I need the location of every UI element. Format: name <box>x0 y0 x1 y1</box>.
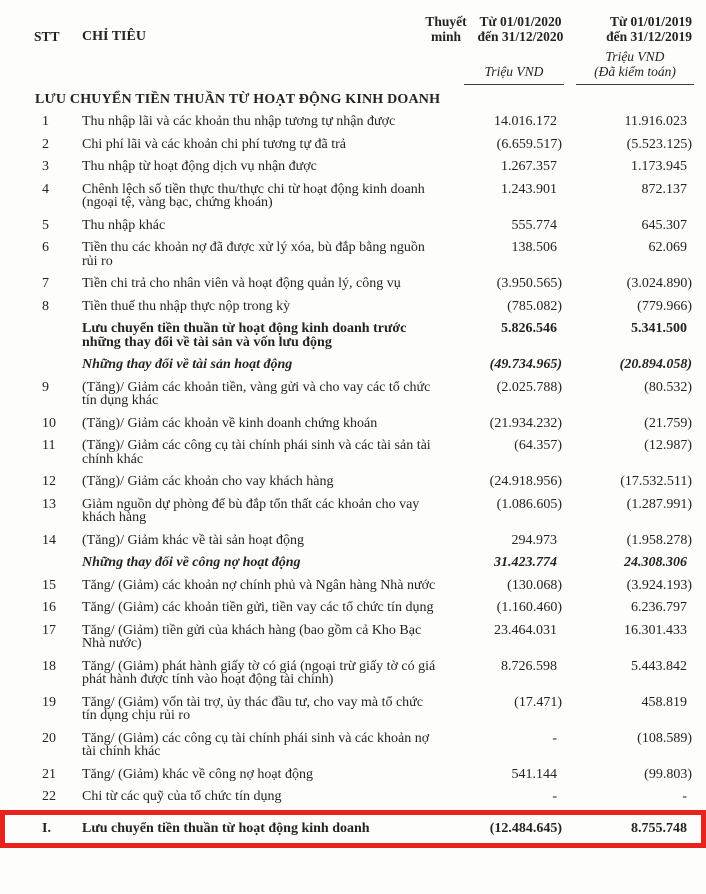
column-header-period-2019 <box>564 0 694 44</box>
row-number: 14 <box>42 532 56 548</box>
value-2019 <box>564 552 694 575</box>
column-header-row <box>30 0 694 44</box>
unit-row <box>30 44 694 85</box>
value-2020 <box>477 354 564 377</box>
value-2020-text: (130.068) <box>507 577 562 593</box>
value-2019-text: (99.803) <box>644 766 692 782</box>
row-number: 21 <box>42 766 56 782</box>
row-number: 11 <box>42 438 56 453</box>
table-row <box>30 691 694 727</box>
value-2019 <box>564 214 694 237</box>
value-2020-text: (49.734.965) <box>489 357 562 372</box>
table-row <box>30 156 694 179</box>
table-row <box>30 574 694 597</box>
row-label: Giảm nguồn dự phòng để bù đắp tổn thất các khoản cho vay khách hàng <box>82 496 420 525</box>
row-number: 17 <box>42 622 56 638</box>
value-2019-text: (17.532.511) <box>620 474 692 489</box>
period-2020-line2: đến 31/12/2020 <box>477 29 564 44</box>
row-label: Tiền thuế thu nhập thực nộp trong kỳ <box>82 298 291 314</box>
table-row <box>30 619 694 655</box>
value-2020 <box>477 691 564 727</box>
column-header-period-2020 <box>477 0 564 44</box>
value-2020 <box>477 763 564 786</box>
table-row <box>30 786 694 809</box>
value-2020 <box>477 412 564 435</box>
value-2020 <box>477 529 564 552</box>
table-row <box>30 214 694 237</box>
row-label: Những thay đổi về công nợ hoạt động <box>82 555 301 570</box>
value-2020-text: 5.826.546 <box>501 321 557 336</box>
unit-cell-2019 <box>564 44 694 85</box>
row-number: 7 <box>42 276 49 291</box>
value-2020 <box>477 574 564 597</box>
value-2020-text: (3.950.565) <box>496 276 562 291</box>
unit-row-spacer <box>30 44 415 85</box>
table-row <box>30 435 694 471</box>
value-2020-text: - <box>552 730 557 746</box>
period-2019-line1: Từ 01/01/2019 <box>610 14 692 29</box>
row-number: 19 <box>42 694 56 710</box>
unit-2019-line2: (Đã kiểm toán) <box>594 63 676 79</box>
value-2020 <box>477 493 564 529</box>
value-2019 <box>564 529 694 552</box>
value-2020 <box>477 786 564 809</box>
row-label: Tăng/ (Giảm) các công cụ tài chính phái sinh và các khoản nợ tài chính khác <box>82 730 430 759</box>
column-header-thuyet-minh <box>415 0 477 44</box>
value-2020-text: 1.267.357 <box>501 159 557 174</box>
value-2019-text: (1.287.991) <box>626 496 692 512</box>
row-number: 6 <box>42 240 49 255</box>
table-row <box>30 178 694 214</box>
row-number <box>30 354 76 377</box>
row-label: Tăng/ (Giảm) các khoản nợ chính phủ và Ngân hàng Nhà nước <box>82 577 436 593</box>
row-number: 13 <box>42 496 56 512</box>
value-2019-text: 872.137 <box>641 181 687 197</box>
value-2020-text: 14.016.172 <box>494 114 557 129</box>
value-2019-text: 5.341.500 <box>631 321 687 336</box>
net-cash-flow-row <box>30 815 694 843</box>
value-2019-text: 1.173.945 <box>631 159 687 174</box>
row-label: (Tăng)/ Giảm các khoản tiền, vàng gửi và cho vay các tổ chức tín dụng khác <box>82 379 431 408</box>
row-label: Tăng/ (Giảm) các khoản tiền gửi, tiền vay các tổ chức tín dụng <box>82 600 434 615</box>
row-label: Chi phí lãi và các khoản chi phí tương tự đã trả <box>82 136 347 152</box>
cash-flow-table <box>30 0 694 808</box>
value-2020 <box>477 376 564 412</box>
value-2020-text: (2.025.788) <box>496 379 562 395</box>
value-2019 <box>564 691 694 727</box>
value-2020 <box>477 655 564 691</box>
unit-label-2020: Triệu VND <box>464 65 564 86</box>
value-2020-text: 138.506 <box>511 240 557 255</box>
row-number: 2 <box>42 136 49 152</box>
table-row <box>30 237 694 273</box>
value-2019-text: (5.523.125) <box>626 136 692 152</box>
value-2019-text: (3.024.890) <box>626 276 692 291</box>
column-header-chi-tieu: CHỈ TIÊU <box>82 29 146 44</box>
row-number: 10 <box>42 415 56 431</box>
value-2019 <box>564 295 694 318</box>
value-2019 <box>564 493 694 529</box>
row-label: Tiền chi trả cho nhân viên và hoạt động quản lý, công vụ <box>82 276 401 291</box>
value-2020 <box>477 237 564 273</box>
value-2019-text: - <box>682 789 687 804</box>
value-2019-text: (80.532) <box>644 379 692 395</box>
value-2019 <box>564 237 694 273</box>
row-label: Tăng/ (Giảm) vốn tài trợ, ủy thác đầu tư, cho vay mà tổ chức tín dụng chịu rủi ro <box>82 694 423 723</box>
value-2020 <box>477 552 564 575</box>
value-2020 <box>477 318 564 354</box>
row-number <box>30 318 76 354</box>
row-number: 12 <box>42 474 56 489</box>
value-2020 <box>477 133 564 156</box>
row-number: 9 <box>42 379 49 395</box>
unit-cell-2020 <box>415 44 564 85</box>
row-number: 16 <box>42 600 56 615</box>
row-label: Thu nhập khác <box>82 217 166 233</box>
row-label: Những thay đổi về tài sản hoạt động <box>82 357 293 372</box>
value-2020-text: (6.659.517) <box>496 136 562 152</box>
row-number: 15 <box>42 577 56 593</box>
value-2019-text: 24.308.306 <box>624 555 687 570</box>
value-2019 <box>564 619 694 655</box>
value-2020 <box>477 295 564 318</box>
value-2019 <box>564 318 694 354</box>
row-label: Tăng/ (Giảm) phát hành giấy tờ có giá (ngoại trừ giấy tờ có giá phát hành được tính vào hoạt động tài chính) <box>82 658 436 687</box>
table-row <box>30 354 694 377</box>
value-2019-text: 458.819 <box>641 694 687 710</box>
row-number: 1 <box>42 114 49 129</box>
unit-label-2019 <box>576 50 694 85</box>
value-2019-text: 62.069 <box>648 240 687 255</box>
value-2019 <box>564 435 694 471</box>
row-label: Chênh lệch số tiền thực thu/thực chi từ hoạt động kinh doanh (ngoại tệ, vàng bạc, chứng khoán) <box>82 181 425 210</box>
table-header <box>30 0 694 85</box>
table-row <box>30 597 694 620</box>
value-2019-text: 5.443.842 <box>631 658 687 674</box>
row-label: Thu nhập lãi và các khoản thu nhập tương tự nhận được <box>82 114 396 129</box>
value-2020-text: (17.471) <box>514 694 562 710</box>
value-2020-text: 541.144 <box>511 766 557 782</box>
value-2020-text: (24.918.956) <box>489 474 562 489</box>
row-number: 5 <box>42 217 49 233</box>
row-number: 8 <box>42 298 49 314</box>
row-number <box>30 552 76 575</box>
table-row <box>30 471 694 494</box>
value-2019-text: 11.916.023 <box>624 114 687 129</box>
value-2019 <box>564 376 694 412</box>
value-2019-text: (1.958.278) <box>626 532 692 548</box>
value-2019 <box>564 273 694 296</box>
row-label: Chi từ các quỹ của tổ chức tín dụng <box>82 789 282 804</box>
thuyet-minh-line2: minh <box>430 29 461 44</box>
value-2019-text: (12.987) <box>644 438 692 453</box>
value-2020-text: 555.774 <box>511 217 557 233</box>
row-label: Thu nhập từ hoạt động dịch vụ nhận được <box>82 159 317 174</box>
row-label: Tiền thu các khoản nợ đã được xử lý xóa, bù đắp bằng nguồn rủi ro <box>82 240 425 269</box>
value-2019: 8.755.748 <box>631 821 688 836</box>
value-2020 <box>477 435 564 471</box>
table-row <box>30 529 694 552</box>
value-2020 <box>477 273 564 296</box>
value-2019 <box>564 412 694 435</box>
value-2019 <box>564 727 694 763</box>
value-2020-text: 23.464.031 <box>494 622 557 638</box>
section-title: LƯU CHUYỂN TIỀN THUẦN TỪ HOẠT ĐỘNG KINH DOANH <box>35 92 441 107</box>
value-2019 <box>564 655 694 691</box>
row-label: Lưu chuyển tiền thuần từ hoạt động kinh doanh trước những thay đổi về tài sản và vốn lưu động <box>82 321 407 350</box>
value-2020 <box>477 111 564 134</box>
value-2019-text: (20.894.058) <box>619 357 692 372</box>
value-2020-text: (64.357) <box>514 438 562 453</box>
row-number: 22 <box>42 789 56 804</box>
value-2020 <box>477 178 564 214</box>
section-title-row <box>30 85 694 111</box>
value-2020: (12.484.645) <box>489 821 563 836</box>
period-2019-line2: đến 31/12/2019 <box>606 29 692 44</box>
value-2020 <box>477 471 564 494</box>
value-2020-text: (1.160.460) <box>496 600 562 615</box>
unit-2019-line1: Triệu VND <box>605 49 665 64</box>
net-cash-flow-table <box>30 815 694 843</box>
row-label: Tăng/ (Giảm) tiền gửi của khách hàng (bao gồm cả Kho Bạc Nhà nước) <box>82 622 422 651</box>
value-2020-text: (1.086.605) <box>496 496 562 512</box>
value-2019-text: 6.236.797 <box>631 600 687 615</box>
value-2020 <box>477 214 564 237</box>
table-row <box>30 552 694 575</box>
value-2020-text: (785.082) <box>507 298 562 314</box>
row-number: 4 <box>42 181 49 197</box>
value-2019 <box>564 133 694 156</box>
value-2020-text: - <box>552 789 557 804</box>
value-2019 <box>564 574 694 597</box>
table-row <box>30 295 694 318</box>
value-2019-text: 645.307 <box>641 217 687 233</box>
column-header-stt: STT <box>34 29 60 44</box>
value-2020-text: (21.934.232) <box>489 415 562 431</box>
value-2019 <box>564 597 694 620</box>
table-row <box>30 376 694 412</box>
value-2020-text: 8.726.598 <box>501 658 557 674</box>
period-2020-line1: Từ 01/01/2020 <box>479 14 562 29</box>
table-row <box>30 111 694 134</box>
table-row <box>30 763 694 786</box>
table-row <box>30 412 694 435</box>
row-label: (Tăng)/ Giảm các khoản về kinh doanh chứng khoán <box>82 415 378 431</box>
highlight-box <box>0 810 706 848</box>
value-2019 <box>564 763 694 786</box>
row-number: 3 <box>42 159 49 174</box>
table-body <box>30 85 694 808</box>
row-number: 20 <box>42 730 56 746</box>
value-2019-text: (21.759) <box>644 415 692 431</box>
row-label: (Tăng)/ Giảm các khoản cho vay khách hàng <box>82 474 334 489</box>
value-2020-text: 31.423.774 <box>494 555 557 570</box>
row-label: Tăng/ (Giảm) khác về công nợ hoạt động <box>82 766 313 782</box>
table-row <box>30 273 694 296</box>
row-label: Lưu chuyển tiền thuần từ hoạt động kinh doanh <box>82 821 370 836</box>
value-2019 <box>564 786 694 809</box>
value-2020 <box>477 727 564 763</box>
value-2019-text: 16.301.433 <box>624 622 687 638</box>
value-2019-text: (108.589) <box>637 730 692 746</box>
table-row <box>30 318 694 354</box>
row-number: 18 <box>42 658 56 674</box>
value-2020 <box>477 156 564 179</box>
value-2019 <box>564 111 694 134</box>
table-row <box>30 727 694 763</box>
value-2019 <box>564 471 694 494</box>
value-2019 <box>564 354 694 377</box>
table-row <box>30 493 694 529</box>
value-2020-text: 294.973 <box>511 532 557 548</box>
row-label: (Tăng)/ Giảm các công cụ tài chính phái sinh và các tài sản tài chính khác <box>82 438 431 467</box>
value-2019-text: (3.924.193) <box>626 577 692 593</box>
value-2019-text: (779.966) <box>637 298 692 314</box>
value-2019 <box>564 178 694 214</box>
value-2020 <box>477 597 564 620</box>
value-2019 <box>564 156 694 179</box>
value-2020-text: 1.243.901 <box>501 181 557 197</box>
row-number: I. <box>42 821 51 836</box>
row-label: (Tăng)/ Giảm khác về tài sản hoạt động <box>82 532 304 548</box>
table-row <box>30 133 694 156</box>
table-row <box>30 655 694 691</box>
thuyet-minh-line1: Thuyết <box>425 14 467 29</box>
value-2020 <box>477 619 564 655</box>
